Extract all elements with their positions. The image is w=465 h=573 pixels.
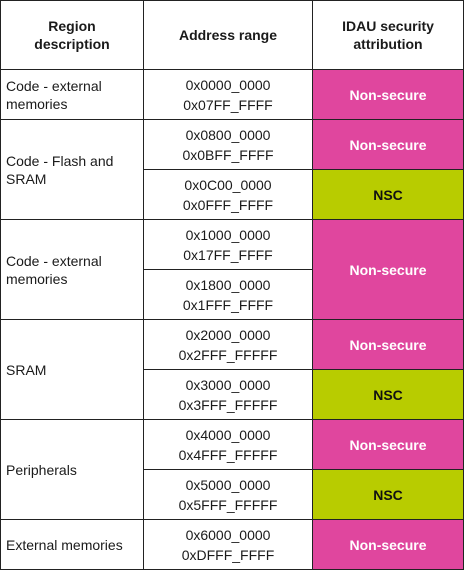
region-description-line: SRAM — [6, 361, 47, 378]
security-attribution-cell: Non-secure — [313, 420, 464, 470]
address-range-cell — [144, 170, 313, 220]
region-description-cell — [1, 120, 144, 220]
security-attribution-cell: Non-secure — [313, 320, 464, 370]
region-description-cell — [1, 520, 144, 570]
security-attribution-cell: Non-secure — [313, 520, 464, 570]
address-end: 0x0FFF_FFFF — [182, 196, 274, 213]
security-attribution-cell: NSC — [313, 170, 464, 220]
header-row — [1, 1, 464, 70]
region-description-line: memories — [6, 270, 68, 287]
region-description-line: Peripherals — [6, 461, 77, 478]
address-end: 0xDFFF_FFFF — [181, 546, 275, 563]
security-attribution-cell: Non-secure — [313, 70, 464, 120]
region-description-cell — [1, 420, 144, 520]
table-row — [1, 320, 464, 370]
address-start: 0x6000_0000 — [185, 526, 271, 543]
region-description-cell — [1, 320, 144, 420]
table-row — [1, 520, 464, 570]
address-end: 0x4FFF_FFFFF — [178, 446, 278, 463]
header-region: Region description — [1, 1, 144, 70]
security-attribution-cell: Non-secure — [313, 120, 464, 170]
table-row — [1, 220, 464, 270]
address-start: 0x5000_0000 — [185, 476, 271, 493]
address-end: 0x07FF_FFFF — [183, 96, 273, 113]
security-attribution-cell: Non-secure — [313, 220, 464, 320]
address-range-cell — [144, 470, 313, 520]
security-attribution-cell: NSC — [313, 370, 464, 420]
security-attribution-cell: NSC — [313, 470, 464, 520]
header-address: Address range — [144, 1, 313, 70]
address-start: 0x0C00_0000 — [184, 176, 272, 193]
region-description-line: External memories — [6, 536, 123, 553]
address-start: 0x1000_0000 — [185, 226, 271, 243]
table-row — [1, 70, 464, 120]
region-description-cell — [1, 220, 144, 320]
address-range-cell — [144, 370, 313, 420]
region-description-line: Code - Flash and — [6, 152, 114, 169]
address-range-cell — [144, 270, 313, 320]
address-start: 0x3000_0000 — [185, 376, 271, 393]
address-end: 0x3FFF_FFFFF — [178, 396, 278, 413]
table-row — [1, 120, 464, 170]
address-start: 0x1800_0000 — [185, 276, 271, 293]
address-start: 0x4000_0000 — [185, 426, 271, 443]
address-end: 0x2FFF_FFFFF — [178, 346, 278, 363]
address-start: 0x0800_0000 — [185, 126, 271, 143]
address-end: 0x17FF_FFFF — [183, 246, 273, 263]
table-row — [1, 420, 464, 470]
region-description-line: SRAM — [6, 170, 47, 187]
address-range-cell — [144, 520, 313, 570]
address-range-cell — [144, 420, 313, 470]
table-body — [1, 70, 464, 570]
address-end: 0x5FFF_FFFFF — [178, 496, 278, 513]
address-range-cell — [144, 320, 313, 370]
header-attribution: IDAU security attribution — [313, 1, 464, 70]
region-description-line: memories — [6, 95, 68, 112]
address-end: 0x1FFF_FFFF — [182, 296, 274, 313]
address-start: 0x0000_0000 — [185, 76, 271, 93]
region-description-line: Code - external — [6, 252, 102, 269]
region-description-cell — [1, 70, 144, 120]
address-range-cell — [144, 120, 313, 170]
address-start: 0x2000_0000 — [185, 326, 271, 343]
address-range-cell — [144, 70, 313, 120]
region-description-line: Code - external — [6, 77, 102, 94]
address-end: 0x0BFF_FFFF — [182, 146, 274, 163]
address-range-cell — [144, 220, 313, 270]
